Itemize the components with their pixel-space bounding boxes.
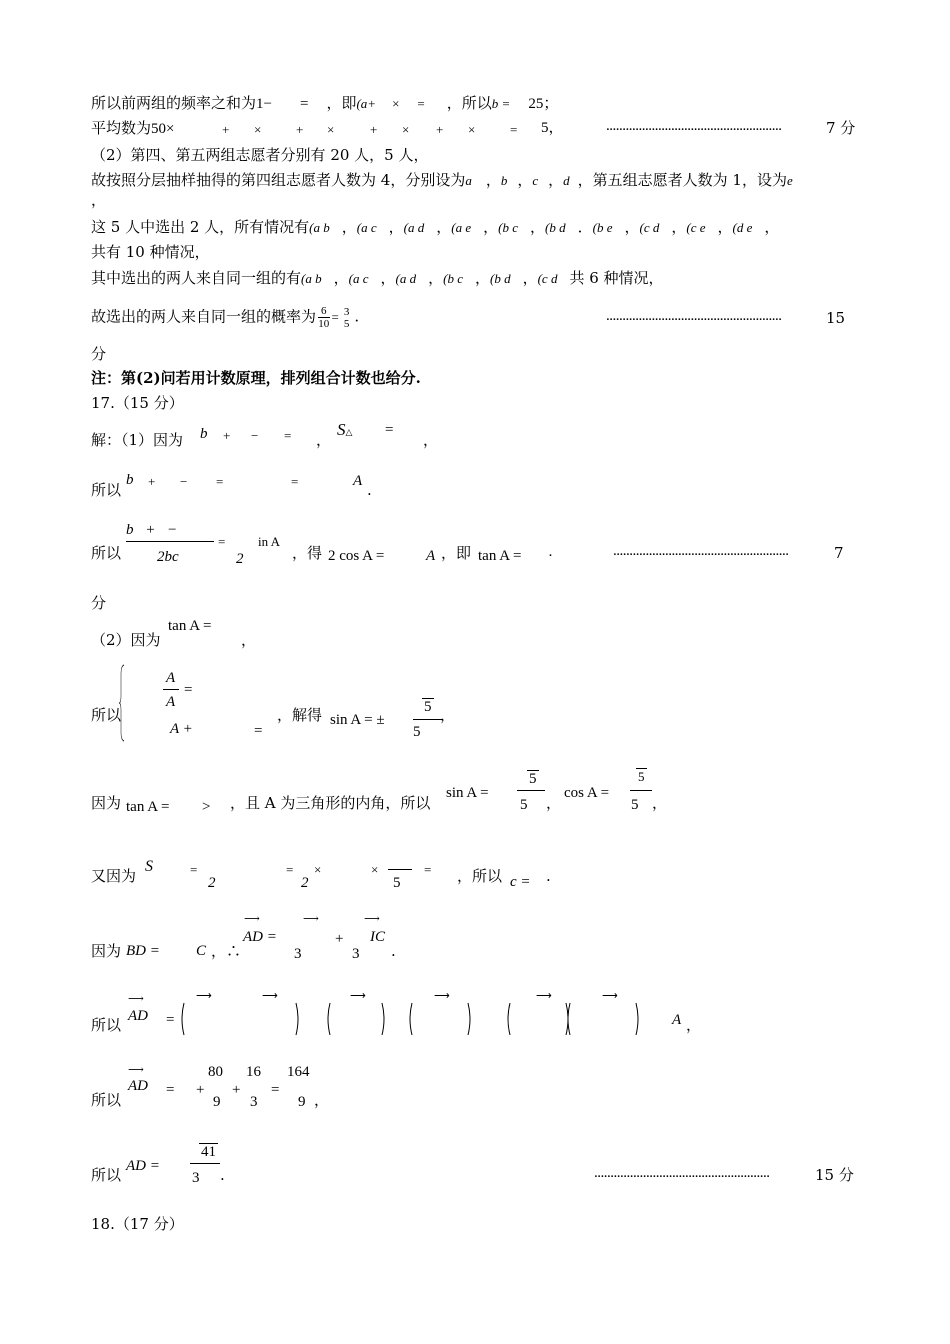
- score-dots: ......................................................: [613, 543, 789, 559]
- math: A: [672, 1012, 682, 1028]
- step-3: 所以: [91, 544, 122, 562]
- score: 7 分: [826, 119, 856, 137]
- math: >: [202, 799, 211, 815]
- math: 3: [352, 946, 360, 962]
- system-row1-den: A: [166, 694, 176, 710]
- fraction-bar: [517, 790, 545, 791]
- step-square: 所以: [91, 1016, 122, 1034]
- math: ×: [392, 96, 400, 111]
- math: sin A =: [446, 785, 489, 801]
- math: =: [166, 1012, 175, 1028]
- math: AD: [128, 1008, 148, 1024]
- math: −: [251, 428, 259, 443]
- op: +: [436, 122, 444, 137]
- total-cases: 共有 10 种情况，: [91, 243, 210, 261]
- freq-sum-line: [91, 93, 558, 114]
- vector-arrow-icon: ⟶: [244, 912, 258, 925]
- math: IC: [370, 929, 385, 945]
- text: ，且 A 为三角形的内角，所以: [230, 794, 431, 812]
- op: ×: [402, 122, 410, 137]
- text: .: [546, 867, 551, 885]
- math: 16: [246, 1064, 261, 1080]
- brace: [119, 664, 125, 742]
- pair: (c d: [537, 271, 558, 286]
- math: 2: [208, 875, 216, 891]
- score-unit: 分: [91, 594, 107, 612]
- math: 5: [631, 797, 639, 813]
- text: ，: [241, 631, 257, 649]
- part2-intro: （2）第四、第五两组志愿者分别有 20 人，5 人，: [91, 146, 429, 164]
- var: c: [532, 173, 539, 188]
- math: 5: [638, 769, 645, 784]
- op: +: [370, 122, 378, 137]
- mean-line: [91, 118, 174, 139]
- mean-value: 5，: [541, 120, 564, 136]
- var: a: [465, 173, 472, 188]
- pair: (b d: [545, 220, 566, 235]
- op: ×: [327, 122, 335, 137]
- var: e: [786, 173, 793, 188]
- text: 平均数为: [91, 119, 152, 137]
- text: ，: [423, 431, 439, 449]
- pair: (b c: [498, 220, 518, 235]
- math: AD =: [126, 1158, 160, 1174]
- fraction-bar: [163, 689, 179, 690]
- math: ·: [548, 548, 553, 564]
- math: b: [200, 426, 208, 442]
- math: 3: [192, 1170, 200, 1186]
- same-group-line: 其中选出的两人来自同一组的有(a b ，(a c ，(a d ，(b c ，(b d ，(c d 共 6 种情况，: [91, 269, 664, 287]
- math: =: [291, 474, 299, 489]
- fraction: 3 5: [343, 305, 350, 330]
- math: 3: [250, 1094, 258, 1110]
- math: 1−: [256, 96, 272, 112]
- math: tan A =: [478, 548, 522, 564]
- math: tan A =: [126, 799, 170, 815]
- math: AD: [128, 1078, 148, 1094]
- text: ，所以: [457, 867, 503, 885]
- text: ；: [543, 94, 559, 112]
- math: 2: [301, 875, 309, 891]
- math: 50×: [151, 121, 175, 137]
- vector-arrow-icon: ⟶: [196, 990, 212, 1002]
- text: ，即: [441, 544, 472, 562]
- system-label: 所以: [91, 706, 122, 724]
- fraction-num: b + −: [126, 522, 178, 538]
- math: BD =: [126, 943, 160, 959]
- step-sign: 因为: [91, 794, 122, 812]
- fraction-den: 2bc: [157, 549, 179, 565]
- pair: (a b: [309, 220, 330, 235]
- vector-arrow-icon: ⟶: [303, 912, 319, 925]
- step-2: 所以: [91, 481, 122, 499]
- var: d: [563, 173, 570, 188]
- math: =: [385, 422, 394, 438]
- text: ，∴: [211, 942, 242, 960]
- step-part2: （2）因为: [91, 631, 161, 649]
- step-value: 所以: [91, 1091, 122, 1109]
- pair: (a d: [395, 271, 417, 286]
- score-dots: ......................................................: [594, 1165, 770, 1181]
- math: 5: [393, 875, 401, 891]
- math: c =: [510, 874, 531, 890]
- math: =: [417, 96, 425, 111]
- math: =: [218, 534, 226, 549]
- text: ，即: [326, 94, 357, 112]
- system-row2: A +: [170, 721, 193, 737]
- text: ，第五组志愿者人数为 1，设为: [577, 171, 787, 189]
- op: ×: [468, 122, 476, 137]
- vector-arrow-icon: ⟶: [536, 990, 552, 1002]
- system-row1-num: A: [166, 670, 176, 686]
- math: =: [184, 682, 193, 698]
- pair: (a c: [356, 220, 377, 235]
- math: A: [426, 548, 436, 564]
- stratified-line: 故按照分层抽样抽得的第四组志愿者人数为 4，分别设为a ，b ，c ，d ，第五组志愿者人数为 1，设为e: [91, 171, 793, 189]
- math: +: [148, 474, 156, 489]
- math: 25: [528, 96, 544, 112]
- math: A: [353, 473, 363, 489]
- text: ，: [652, 794, 668, 812]
- pair: (c d: [639, 220, 660, 235]
- math: 2 cos A =: [328, 548, 385, 564]
- math: 164: [287, 1064, 310, 1080]
- math: tan A =: [168, 618, 212, 634]
- var: b: [500, 173, 508, 188]
- pair: (a e: [451, 220, 472, 235]
- parens-icon: [178, 989, 668, 1041]
- math: 80: [208, 1064, 223, 1080]
- math: sin A = ±: [330, 712, 385, 728]
- op: ×: [254, 122, 262, 137]
- score-unit: 分: [91, 345, 107, 363]
- probability-line: 故选出的两人来自同一组的概率为 $\frac{6}{10}$ = 3 5 .: [91, 305, 360, 330]
- math: 3: [294, 946, 302, 962]
- text: ，: [314, 1091, 330, 1109]
- math: =: [216, 474, 224, 489]
- text: ，解得: [277, 706, 323, 724]
- math: 5: [520, 797, 528, 813]
- math: ×: [314, 862, 322, 877]
- math: b: [126, 472, 134, 488]
- pair: (a c: [348, 271, 369, 286]
- fraction-bar: [388, 869, 412, 870]
- math: S: [145, 858, 153, 875]
- math: =: [424, 862, 432, 877]
- text: .: [367, 481, 372, 499]
- math: =: [271, 1082, 280, 1098]
- math: −: [180, 474, 188, 489]
- math: +: [196, 1082, 205, 1098]
- pair: (c e: [686, 220, 706, 235]
- pair: (b d: [489, 271, 511, 286]
- text: ，: [440, 706, 456, 724]
- problem-18-heading: 18.（17 分）: [91, 1215, 184, 1233]
- text: ，: [686, 1016, 702, 1034]
- math: (a+: [356, 96, 377, 111]
- math: in A: [258, 534, 281, 549]
- vector-arrow-icon: ⟶: [128, 992, 144, 1005]
- grading-note: 注：第(2)问若用计数原理，排列组合计数也给分.: [91, 369, 421, 387]
- step-vector: 因为: [91, 942, 122, 960]
- text: 故按照分层抽样抽得的第四组志愿者人数为 4，分别设为: [91, 171, 466, 189]
- math: ×: [371, 862, 379, 877]
- math: 2: [236, 551, 244, 567]
- math: =: [166, 1082, 175, 1098]
- math: 9: [213, 1094, 221, 1110]
- brace-icon: [119, 664, 125, 742]
- score: 7: [834, 544, 844, 562]
- vector-arrow-icon: ⟶: [262, 990, 278, 1002]
- pair: (d e: [732, 220, 753, 235]
- math: S△: [337, 420, 353, 439]
- fraction-bar: [630, 790, 652, 791]
- math: AD =: [243, 929, 277, 945]
- math: +: [335, 931, 344, 947]
- op: =: [510, 122, 518, 137]
- pair: (b e: [592, 220, 613, 235]
- op: +: [222, 122, 230, 137]
- text: 其中选出的两人来自同一组的有: [91, 269, 302, 287]
- problem-17-heading: 17.（15 分）: [91, 394, 184, 412]
- math: C: [196, 943, 207, 959]
- text: ，: [546, 794, 562, 812]
- score: 15 分: [815, 1166, 854, 1184]
- vector-arrow-icon: ⟶: [350, 990, 366, 1002]
- text: .: [220, 1166, 225, 1184]
- math: 5: [424, 699, 432, 715]
- fraction-bar: [190, 1163, 220, 1164]
- all-cases-line: 这 5 人中选出 2 人，所有情况有(a b ，(a c ，(a d ，(a e ，(b c ，(b d ．(b e ，(c d ，(c e ，(d e ，: [91, 218, 780, 236]
- math: =: [190, 862, 198, 877]
- text: ，所以: [446, 94, 492, 112]
- fraction: $\frac{6}{10}$: [318, 305, 330, 330]
- text: ，得: [292, 544, 323, 562]
- fraction-bar: [413, 719, 443, 720]
- vector-arrow-icon: ⟶: [602, 990, 618, 1002]
- math: 41: [201, 1144, 216, 1160]
- score: 15: [826, 309, 846, 327]
- pair: (a d: [403, 220, 425, 235]
- vector-arrow-icon: ⟶: [364, 912, 380, 925]
- pair: (b c: [443, 271, 463, 286]
- math: 5: [413, 724, 421, 740]
- vector-arrow-icon: ⟶: [128, 1063, 144, 1076]
- math: 5: [529, 771, 537, 787]
- text: .: [391, 942, 396, 960]
- step-1: 解：（1）因为: [91, 431, 184, 449]
- text: 故选出的两人来自同一组的概率为: [91, 307, 317, 326]
- fraction-bar: [126, 541, 214, 542]
- step-area: 又因为: [91, 867, 137, 885]
- vector-arrow-icon: ⟶: [434, 990, 450, 1002]
- text: 共 6 种情况，: [569, 269, 664, 287]
- math: =: [299, 96, 309, 112]
- text: 这 5 人中选出 2 人，所有情况有: [91, 218, 310, 236]
- score-dots: ......................................................: [606, 118, 782, 134]
- text: 所以前两组的频率之和为: [91, 94, 257, 112]
- math: 9: [298, 1094, 306, 1110]
- math: b =: [491, 96, 511, 111]
- pair: (a b: [301, 271, 322, 286]
- step-final: 所以: [91, 1166, 122, 1184]
- comma: ，: [91, 191, 107, 209]
- math: +: [223, 428, 231, 443]
- math: cos A =: [564, 785, 610, 801]
- math: =: [254, 723, 263, 739]
- math: +: [232, 1082, 241, 1098]
- text: ，: [316, 431, 332, 449]
- math: =: [286, 862, 294, 877]
- score-dots: ......................................................: [606, 308, 782, 324]
- math: =: [284, 428, 292, 443]
- op: +: [296, 122, 304, 137]
